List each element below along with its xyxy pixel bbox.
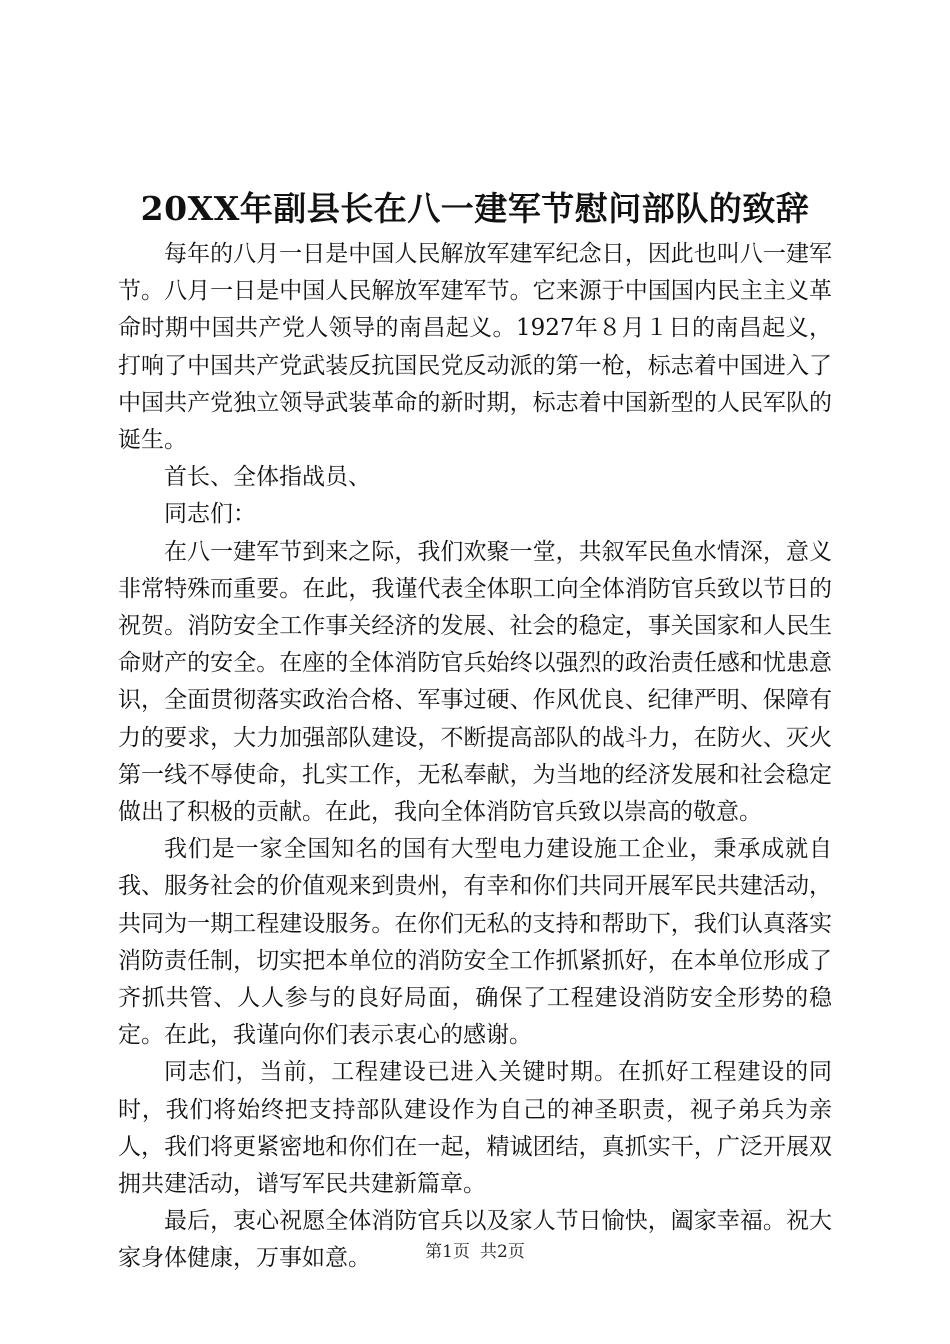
paragraph-greeting: 在八一建军节到来之际，我们欢聚一堂，共叙军民鱼水情深，意义非常特殊而重要。在此，我谨代表全体职工向全体消防官兵致以节日的祝贺。消防安全工作事关经济的发展、社会的稳定，事关国家和人民生命财产的安全。在座的全体消防官兵始终以强烈的政治责任感和忧患意识，全面贯彻落实政治合格、军事过硬、作风优良、纪律严明、保障有力的要求，大力加强部队建设，不断提高部队的战斗力，在防火、灭火第一线不辱使命，扎实工作，无私奉献，为当地的经济发展和社会稳定做出了积极的贡献。在此，我向全体消防官兵致以崇高的敬意。 <box>118 538 832 826</box>
document-title: 20XX年副县长在八一建军节慰问部队的致辞 <box>140 189 810 228</box>
paragraph-commitment: 同志们，当前，工程建设已进入关键时期。在抓好工程建设的同时，我们将始终把支持部队建设作为自己的神圣职责，视子弟兵为亲人，我们将更紧密地和你们在一起，精诚团结，真抓实干，广泛开展双拥共建活动，谱写军民共建新篇章。 <box>118 1059 832 1198</box>
document-body <box>118 236 832 1278</box>
salutation-line-2: 同志们： <box>164 501 256 528</box>
paragraph-intro: 每年的八月一日是中国人民解放军建军纪念日，因此也叫八一建军节。八月一日是中国人民解放军建军节。它来源于中国国内民主主义革命时期中国共产党人领导的南昌起义。1927年８月１日的南昌起义，打响了中国共产党武装反抗国民党反动派的第一枪，标志着中国进入了中国共产党独立领导武装革命的新时期，标志着中国新型的人民军队的诞生。 <box>118 241 832 454</box>
page-footer <box>0 1240 950 1264</box>
paragraph-thanks: 我们是一家全国知名的国有大型电力建设施工企业，秉承成就自我、服务社会的价值观来到贵州，有幸和你们共同开展军民共建活动，共同为一期工程建设服务。在你们无私的支持和帮助下，我们认真落实消防责任制，切实把本单位的消防安全工作抓紧抓好，在本单位形成了齐抓共管、人人参与的良好局面，确保了工程建设消防安全形势的稳定。在此，我谨向你们表示衷心的感谢。 <box>118 836 832 1049</box>
paragraph-closing: 最后，衷心祝愿全体消防官兵以及家人节日愉快，阖家幸福。祝大家身体健康，万事如意。 <box>118 1208 832 1272</box>
salutation-line-1: 首长、全体指战员、 <box>164 464 371 491</box>
page-total: 共2页 <box>480 1242 525 1262</box>
page-number: 第1页 <box>425 1242 470 1262</box>
